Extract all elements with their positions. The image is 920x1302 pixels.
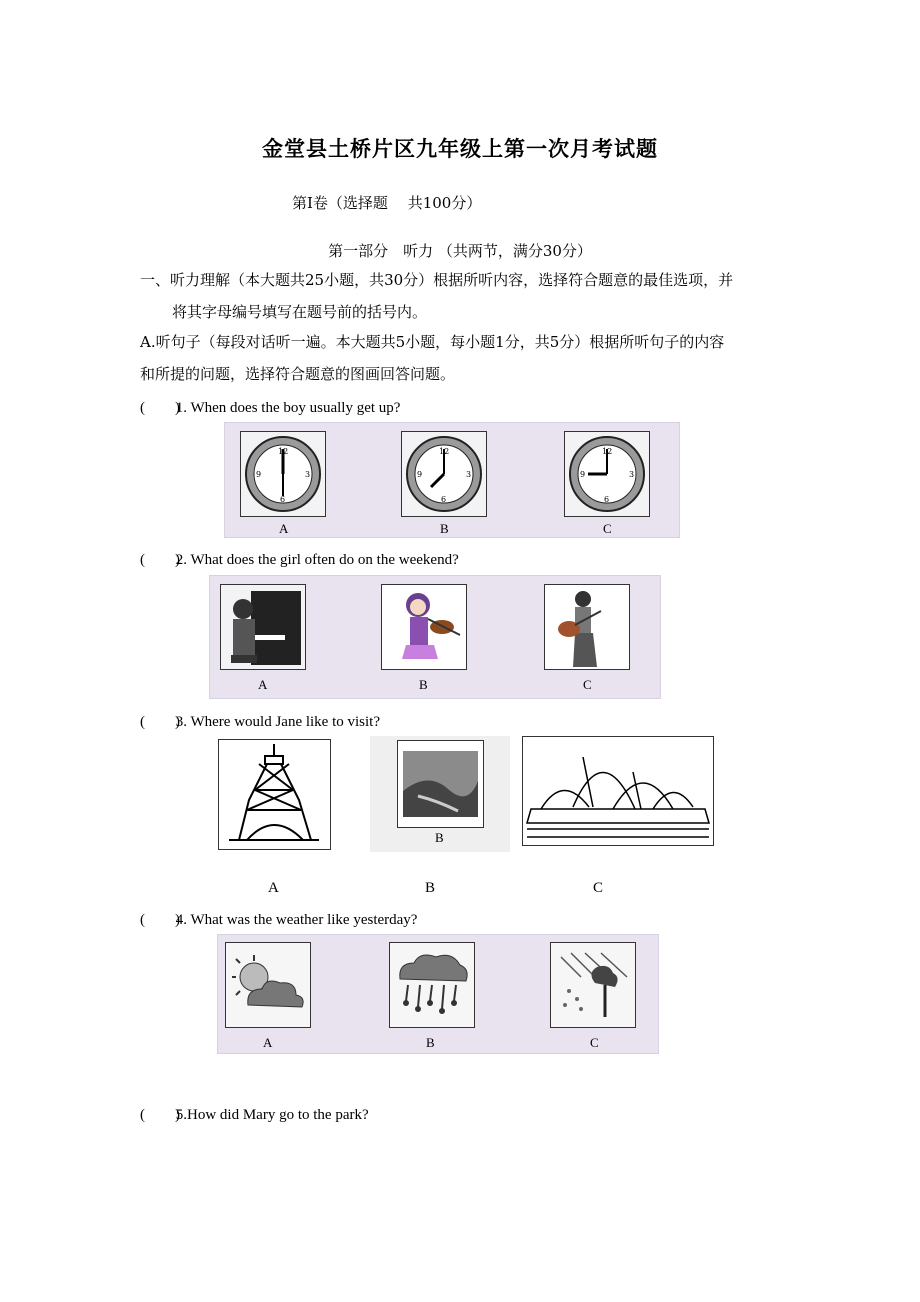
- question-4-text: 4. What was the weather like yesterday?: [175, 912, 418, 928]
- option-4b-label: B: [426, 1035, 435, 1050]
- answer-blank-1[interactable]: ( ): [140, 400, 180, 416]
- question-3: [140, 710, 380, 731]
- option-2a-label: A: [258, 677, 268, 692]
- option-3c[interactable]: [522, 736, 714, 846]
- option-4a[interactable]: [225, 942, 311, 1028]
- option-3b-wrapper: [370, 736, 510, 852]
- question-5: [140, 1103, 369, 1124]
- question-3-text: 3. Where would Jane like to visit?: [175, 714, 381, 730]
- clock-eight-icon: [402, 432, 486, 516]
- answer-blank-4[interactable]: ( ): [140, 912, 180, 928]
- question-2: [140, 548, 459, 569]
- rain-cloud-icon: [390, 943, 474, 1027]
- svg-text:3: 3: [629, 470, 635, 479]
- section-a-line1: A.听句子（每段对话听一遍。本大题共5小题，每小题1分，共5分）根据所听句子的内容: [140, 333, 725, 351]
- section-one-line2: 将其字母编号填写在题号前的括号内。: [172, 303, 428, 321]
- option-1b-label: B: [440, 521, 449, 536]
- section-a-line2: 和所提的问题，选择符合题意的图画回答问题。: [140, 365, 456, 383]
- option-2b[interactable]: [381, 584, 467, 670]
- landscape-photo-icon: [398, 741, 483, 827]
- question-1-options: [224, 422, 680, 538]
- exam-title: 金堂县土桥片区九年级上第一次月考试题: [262, 136, 658, 161]
- svg-text:12: 12: [602, 447, 613, 456]
- option-4c-label: C: [590, 1035, 599, 1050]
- windy-storm-icon: [551, 943, 635, 1027]
- option-3b[interactable]: [397, 740, 484, 828]
- answer-blank-3[interactable]: ( ): [140, 714, 180, 730]
- option-1a[interactable]: [240, 431, 326, 517]
- clock-six-icon: [241, 432, 325, 516]
- question-1: [140, 396, 400, 417]
- option-2c[interactable]: [544, 584, 630, 670]
- option-3b-image-label: B: [435, 830, 444, 845]
- question-4-options: [217, 934, 659, 1054]
- guitar-icon: [545, 585, 629, 669]
- violin-icon: [382, 585, 466, 669]
- volume-heading: 第Ⅰ卷（选择题 共100分）: [292, 194, 482, 212]
- svg-text:9: 9: [580, 470, 586, 479]
- question-2-text: 2. What does the girl often do on the weekend?: [175, 552, 459, 568]
- option-2a[interactable]: [220, 584, 306, 670]
- svg-text:3: 3: [305, 470, 311, 479]
- option-2b-label: B: [419, 677, 428, 692]
- option-4c[interactable]: [550, 942, 636, 1028]
- option-1b[interactable]: [401, 431, 487, 517]
- question-1-text: 1. When does the boy usually get up?: [175, 400, 401, 416]
- option-3a[interactable]: [218, 739, 331, 850]
- option-4b[interactable]: [389, 942, 475, 1028]
- section-one-instructions: [140, 264, 785, 328]
- svg-text:9: 9: [417, 470, 423, 479]
- section-a-instructions: [140, 326, 785, 390]
- question-5-text: 5.How did Mary go to the park?: [175, 1107, 369, 1123]
- svg-text:6: 6: [604, 495, 610, 504]
- option-3c-label: C: [593, 880, 604, 896]
- svg-text:6: 6: [441, 495, 447, 504]
- piano-icon: [221, 585, 305, 669]
- part-heading: 第一部分 听力 （共两节，满分30分）: [328, 242, 592, 260]
- eiffel-tower-icon: [219, 740, 330, 849]
- option-2c-label: C: [583, 677, 592, 692]
- option-3b-label: B: [425, 880, 436, 896]
- option-1c[interactable]: [564, 431, 650, 517]
- svg-text:9: 9: [256, 470, 262, 479]
- sun-cloud-icon: [226, 943, 310, 1027]
- answer-blank-5[interactable]: ( ): [140, 1107, 180, 1123]
- svg-text:6: 6: [280, 495, 286, 504]
- svg-text:3: 3: [466, 470, 472, 479]
- clock-nine-icon: [565, 432, 649, 516]
- option-1c-label: C: [603, 521, 612, 536]
- svg-text:12: 12: [439, 447, 450, 456]
- question-2-options: [209, 575, 661, 699]
- answer-blank-2[interactable]: ( ): [140, 552, 180, 568]
- option-4a-label: A: [263, 1035, 273, 1050]
- option-1a-label: A: [279, 521, 289, 536]
- opera-house-icon: [523, 737, 713, 845]
- option-3a-label: A: [268, 880, 279, 896]
- svg-text:12: 12: [278, 447, 289, 456]
- section-one-line1: 一、听力理解（本大题共25小题，共30分）根据所听内容，选择符合题意的最佳选项，并: [140, 271, 734, 289]
- question-4: [140, 908, 417, 929]
